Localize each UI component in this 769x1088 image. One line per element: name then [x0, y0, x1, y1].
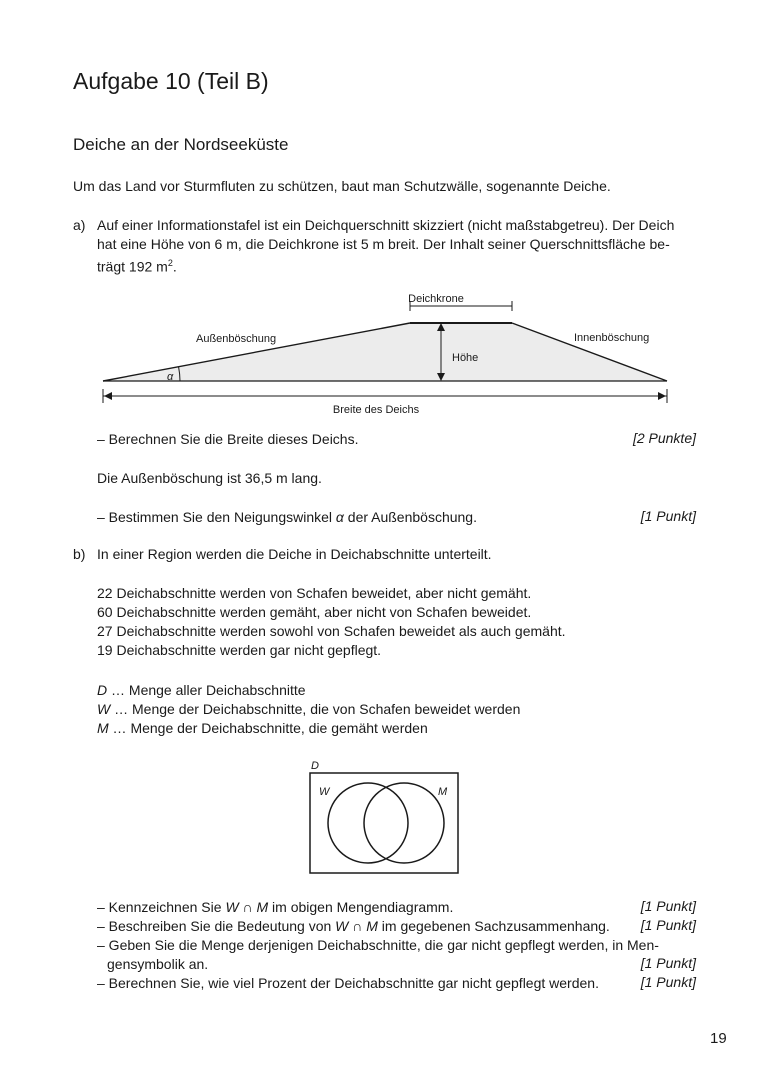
label-hoehe: Höhe — [452, 352, 479, 364]
label-alpha: α — [167, 371, 174, 383]
part-a-line-3 — [97, 254, 177, 277]
label-deichkrone: Deichkrone — [408, 293, 464, 305]
venn-circle-m[interactable] — [364, 783, 444, 863]
task-b4-points: [1 Punkt] — [640, 974, 696, 990]
part-b-fact-1: 22 Deichabschnitte werden von Schafen beweidet, aber nicht gemäht. — [97, 585, 532, 601]
part-a-line-3-end: . — [172, 258, 177, 275]
task-a1-points: [2 Punkte] — [632, 430, 696, 446]
definition-w — [97, 700, 520, 719]
label-innenboeschung: Innenböschung — [574, 332, 650, 344]
task-b2-text-end: im gegebenen Sachzusammenhang. — [377, 918, 610, 934]
task-a2-alpha: α — [335, 509, 344, 525]
task-b3-line-1: – Geben Sie die Menge derjenigen Deichabschnitte, die gar nicht gepflegt werden, in Men- — [97, 937, 659, 953]
task-b2 — [97, 917, 610, 936]
part-b-fact-3: 27 Deichabschnitte werden sowohl von Schafen beweidet als auch gemäht. — [97, 623, 566, 639]
page-number: 19 — [710, 1030, 727, 1047]
definition-w-symbol: W — [97, 701, 111, 717]
task-b4: – Berechnen Sie, wie viel Prozent der Deichabschnitte gar nicht gepflegt werden. — [97, 975, 599, 991]
task-b1-expression: W ∩ M — [225, 899, 269, 915]
intro-text: Um das Land vor Sturmfluten zu schützen, baut man Schutzwälle, sogenannte Deiche. — [73, 178, 611, 194]
task-a2-points: [1 Punkt] — [640, 508, 696, 524]
definition-d-text: … Menge aller Deichabschnitte — [107, 682, 306, 698]
part-a-line-1: Auf einer Informationstafel ist ein Deichquerschnitt skizziert (nicht maßstabgetreu). Der Deich — [97, 217, 675, 233]
definition-m-symbol: M — [97, 720, 109, 736]
task-b1-points: [1 Punkt] — [640, 898, 696, 914]
label-breite: Breite des Deichs — [332, 404, 420, 416]
venn-label-w: W — [319, 786, 330, 798]
part-a-superscript: 2 — [167, 258, 173, 268]
part-b-fact-4: 19 Deichabschnitte werden gar nicht gepflegt. — [97, 642, 382, 658]
part-a-line-3-text: trägt 192 m — [97, 258, 168, 275]
dike-cross-section-diagram — [0, 285, 769, 425]
task-a2-text: – Bestimmen Sie den Neigungswinkel — [97, 509, 333, 525]
task-b1-text: – Kennzeichnen Sie — [97, 899, 226, 915]
task-b1-text-end: im obigen Mengendiagramm. — [268, 899, 454, 915]
venn-diagram — [300, 755, 465, 880]
venn-circle-w[interactable] — [328, 783, 408, 863]
part-a-line-2: hat eine Höhe von 6 m, die Deichkrone ist 5 m breit. Der Inhalt seiner Querschnittsfläche be- — [97, 236, 670, 252]
task-b2-expression: W ∩ M — [335, 918, 378, 934]
width-arrow-right — [658, 392, 666, 400]
page-title: Aufgabe 10 (Teil B) — [73, 68, 269, 94]
section-title: Deiche an der Nordseeküste — [73, 135, 289, 154]
part-b-marker: b) — [73, 546, 86, 562]
venn-label-m: M — [438, 786, 448, 798]
part-a-marker: a) — [73, 217, 86, 233]
task-b1 — [97, 898, 453, 917]
label-aussenboeschung: Außenböschung — [196, 333, 277, 345]
definition-w-text: … Menge der Deichabschnitte, die von Schafen beweidet werden — [110, 701, 521, 717]
part-b-intro: In einer Region werden die Deiche in Deichabschnitte unterteilt. — [97, 546, 492, 562]
task-b2-text: – Beschreiben Sie die Bedeutung von — [97, 918, 336, 934]
task-a1: – Berechnen Sie die Breite dieses Deichs. — [97, 431, 359, 447]
definition-m-text: … Menge der Deichabschnitte, die gemäht werden — [108, 720, 428, 736]
definition-m — [97, 719, 428, 738]
venn-label-d: D — [311, 760, 319, 772]
definition-d-symbol: D — [97, 682, 108, 698]
definition-d — [97, 681, 306, 700]
task-b2-points: [1 Punkt] — [640, 917, 696, 933]
task-a2 — [97, 508, 477, 527]
task-b3-line-2: gensymbolik an. — [107, 956, 209, 972]
task-a2-text-end: der Außenböschung. — [347, 509, 477, 525]
part-b-fact-2: 60 Deichabschnitte werden gemäht, aber nicht von Schafen beweidet. — [97, 604, 532, 620]
part-a-info: Die Außenböschung ist 36,5 m lang. — [97, 470, 322, 486]
width-arrow-left — [104, 392, 112, 400]
task-b3-points: [1 Punkt] — [640, 955, 696, 971]
